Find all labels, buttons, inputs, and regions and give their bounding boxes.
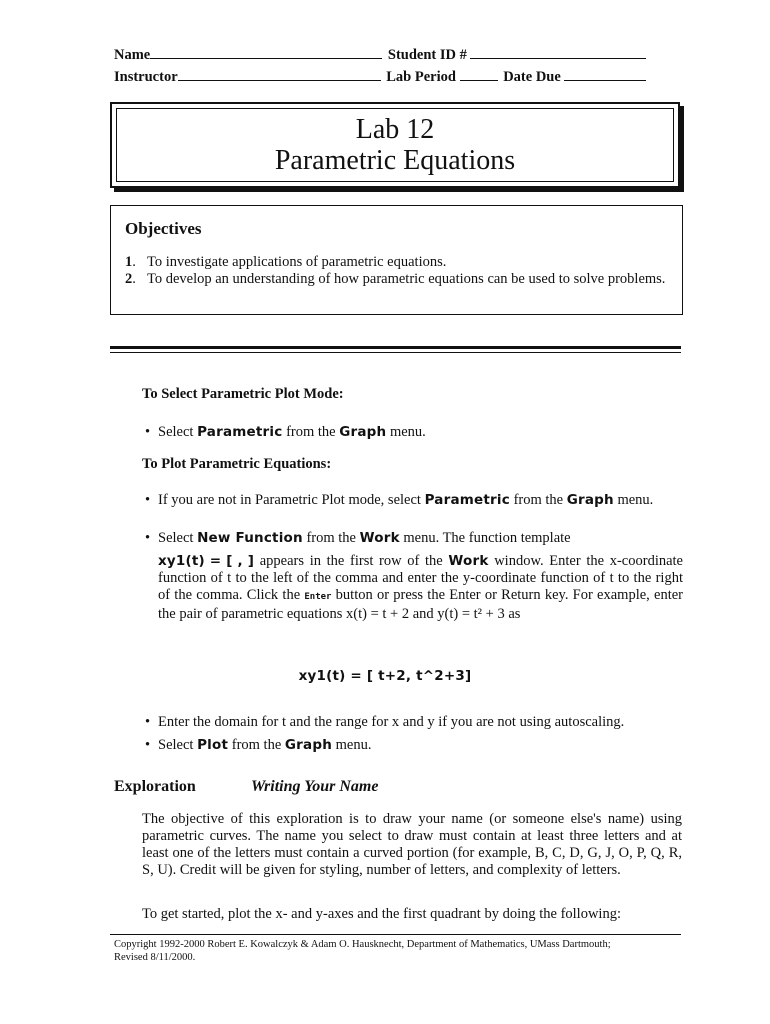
plot-bullet-2: • Select New Function from the Work menu. The function template xy1(t) = [ , ] appears in the first row of the Work window. Enter the x-coordinate function of t to the left of the comma and enter the y-coordinate function of t to the right of the comma. Click the Enter button or press the Enter or Return key. For example, enter the pair of parametric equations x(t) = t + 2 and y(t) = t² + 3 as [145,530,683,622]
exploration-paragraph: The objective of this exploration is to draw your name (or someone else's name) using parametric curves. The name you select to draw must contain at least three letters and at least one of the letters must contain a curved portion (for example, B, C, D, G, J, O, P, Q, R, S, U). Credit will be given for styling, number of letters, and complexity of letters. [142,811,682,878]
revision-line: Revised 8/11/2000. [114,952,196,963]
select-mode-heading: To Select Parametric Plot Mode: [142,386,344,402]
objective-item: 1. To investigate applications of parametric equations. [125,254,447,270]
student-id-label: Student ID # [387,47,467,63]
objective-text: To develop an understanding of how parametric equations can be used to solve problems. [147,271,666,287]
instructor-row [114,66,646,86]
instructions-paragraph: To get started, plot the x- and y-axes and the first quadrant by doing the following: [142,906,621,922]
name-field[interactable] [150,44,382,59]
menu-name: Graph [339,424,387,440]
title-inner [116,108,674,182]
exploration-title: Writing Your Name [251,778,379,795]
footer [114,938,682,964]
lab-title: Parametric Equations [274,145,516,176]
select-mode-bullet: • Select Parametric from the Graph menu. [145,424,426,440]
enter-button-label: Enter [304,592,332,602]
date-due-label: Date Due [503,69,561,85]
name-label: Name [114,47,151,63]
section-divider [110,352,681,353]
name-row [114,44,646,64]
plot-equations-heading: To Plot Parametric Equations: [142,456,332,472]
plot-bullet-1: • If you are not in Parametric Plot mode, select Parametric from the Graph menu. [145,492,654,508]
date-due-field[interactable] [564,66,646,81]
objective-number: 2 [125,271,133,287]
example-equation: xy1(t) = [ t+2, t^2+3] [298,668,472,684]
footer-rule [110,934,681,935]
instructor-field[interactable] [178,66,381,81]
objectives-list [125,254,671,288]
objective-number: 1 [125,254,133,270]
menu-name: Work [359,530,400,546]
function-template: xy1(t) = [ , ] [158,553,255,569]
menu-command: Parametric [197,424,283,440]
section-divider [110,346,681,349]
lab-period-label: Lab Period [386,69,456,85]
menu-name: Graph [566,492,614,508]
plot-bullet-3: • Enter the domain for t and the range for x and y if you are not using autoscaling. [145,714,625,730]
menu-name: Graph [284,737,333,753]
window-name: Work [448,553,489,569]
objectives-box [110,205,683,315]
lab-period-field[interactable] [460,66,498,81]
objective-text: To investigate applications of parametric equations. [147,254,447,270]
menu-command: Plot [197,737,229,753]
menu-command: Parametric [424,492,510,508]
copyright-line: Copyright 1992-2000 Robert E. Kowalczyk & Adam O. Hausknecht, Department of Mathematics, UMass Dartmouth; [114,939,611,950]
plot-bullet-4: • Select Plot from the Graph menu. [145,737,372,753]
objective-item: 2. To develop an understanding of how parametric equations can be used to solve problems. [125,271,666,287]
objectives-heading: Objectives [125,219,202,238]
exploration-label: Exploration [114,778,196,795]
lab-number: Lab 12 [355,114,435,145]
instructor-label: Instructor [114,69,178,85]
student-id-field[interactable] [470,44,646,59]
title-box [110,102,680,188]
menu-command: New Function [197,530,303,546]
